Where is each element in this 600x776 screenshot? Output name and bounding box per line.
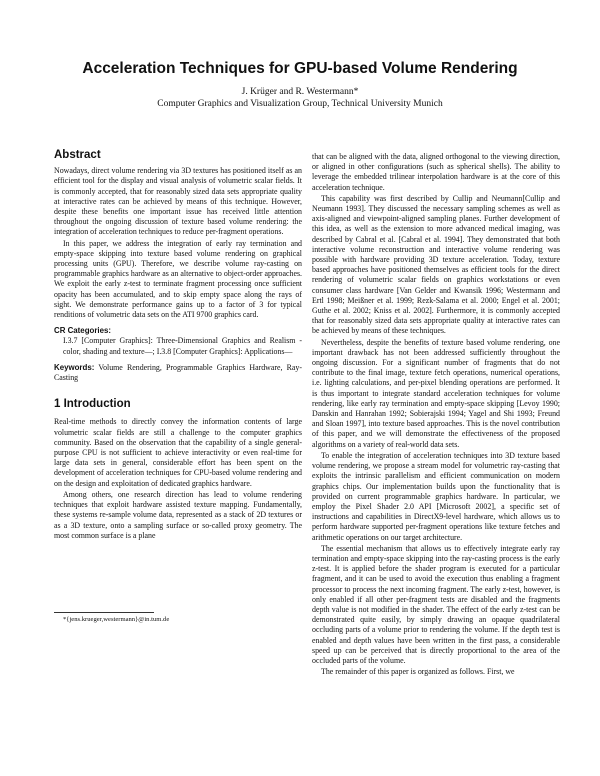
abstract-paragraph-1: Nowadays, direct volume rendering via 3D textures has positioned itself as an efficient tool for the display and visual analysis of volumetric scalar fields. It is commonly accepted, that for reasonably sized data sets appropriate quality at interactive rates can be achieved by means of this technique. However, despite these benefits one important issue has received little attention throughout the ongoing discussion of texture based volume rendering: the integration of acceleration techniques to reduce per-fragment operations.: [54, 166, 302, 237]
right-column: [312, 152, 560, 678]
cr-categories: [54, 326, 302, 357]
intro-paragraph-4: This capability was first described by Cullip and Neumann[Cullip and Neumann 1993]. They discussed the necessary sampling schemes as well as axis-aligned and viewpoint-aligned sampling planes. Further development of this idea, as well as the extension to more advanced medical imaging, was described by Cabral et al. [Cabral et al. 1994]. They demonstrated that both interactive volume reconstruction and interactive volume rendering was possible with hardware providing 3D texture acceleration. Today, texture based approaches have positioned themselves as efficient tools for the direct rendering of volumetric scalar fields on graphics workstations or even consumer class hardware [Van Gelder and Kwansik 1996; Westermann and Ertl 1998; Meißner et al. 1999; Rezk-Salama et al. 2000; Engel et al. 2001; Guthe et al. 2002; Kniss et al. 2002]. Furthermore, it is commonly accepted that for reasonably sized data sets appropriate quality at interactive rates can be achieved by means of these techniques.: [312, 193, 560, 336]
keywords: [54, 363, 302, 383]
keywords-text: Volume Rendering, Programmable Graphics Hardware, Ray-Casting: [54, 362, 302, 383]
intro-paragraph-1: Real-time methods to directly convey the information contents of large volumetric scalar fields are still a challenge to the computer graphics community. Based on the observation that the capability of a single general-purpose CPU is not sufficient to achieve interactivity or even real-time for large data sets in general, considerable effort has been spent on the development of acceleration techniques for CPU-based volume rendering and on the design and exploitation of dedicated graphics hardware.: [54, 417, 302, 488]
keywords-heading: Keywords:: [54, 362, 95, 372]
affiliation: Computer Graphics and Visualization Group, Technical University Munich: [157, 99, 443, 109]
intro-paragraph-2: Among others, one research direction has lead to volume rendering techniques that exploit hardware assisted texture mapping. Fundamentally, these systems re-sample volume data, represented as a stack of 2D textures or as a 3D texture, onto a sampling surface or so-called proxy geometry. The most common surface is a plane: [54, 489, 302, 540]
footnote-email: *{jens.krueger,westermann}@in.tum.de: [63, 616, 170, 623]
intro-paragraph-7: The essential mechanism that allows us to effectively integrate early ray termination and empty-space skipping into the ray-casting process is the early z-test. It is applied before the shader program is executed for a particular fragment, and it can be used to avoid the execution thus enabling a fragment processor to process the next incoming fragment. The early z-test, however, is only enabled if all other per-fragment tests are disabled and the fragments depth value is not modified in the shader. The effect of the early z-test can be demonstrated quite easily, by simply drawing an opaque quadrilateral occluding parts of a volume prior to rendering the volume. If the depth test is enabled and depth values have been written in the first pass, a considerable speed up can be perceived that is directly proportional to the area of the occluded parts of the volume.: [312, 543, 560, 665]
intro-paragraph-8: The remainder of this paper is organized as follows. First, we: [321, 667, 515, 677]
intro-paragraph-6: To enable the integration of acceleration techniques into 3D texture based volume rendering, we propose a stream model for volumetric ray-casting that exploits the intrinsic parallelism and efficient communication on modern graphics chips. Our implementation builds upon the functionality that is provided on current programmable graphics hardware. In particular, we employ the Pixel Shader 2.0 API [Microsoft 2002], a specific set of instructions and capabilities in DirectX9-level hardware, which allows us to perform hardware supported per-fragment operations like texture fetches and arithmetic operations on our target architecture.: [312, 450, 560, 542]
authors: J. Krüger and R. Westermann*: [241, 87, 359, 97]
cr-heading: CR Categories:: [54, 326, 111, 336]
paper-title: Acceleration Techniques for GPU-based Volume Rendering: [82, 60, 518, 77]
cr-text: I.3.7 [Computer Graphics]: Three-Dimensional Graphics and Realism - color, shading and texture—; I.3.8 [Computer Graphics]: Applications—: [63, 336, 302, 356]
intro-paragraph-5: Nevertheless, despite the benefits of texture based volume rendering, one important drawback has not been addressed sufficiently throughout the ongoing discussion. For a significant number of fragments that do not contribute to the final image, texture fetch operations, numerical operations, i.e. lighting calculations, and per-pixel blending operations are performed. It is thus important to integrate standard acceleration techniques for volume rendering, like early ray termination and empty-space skipping [Levoy 1990; Danskin and Hanrahan 1992; Sobierajski 1994; Yagel and Shi 1993; Freund and Sloan 1997], into texture based approaches. This is the novel contribution of this paper, and we will demonstrate the effectiveness of the proposed algorithms on a variety of real-world data sets.: [312, 337, 560, 449]
author-block: [0, 86, 600, 110]
left-column: [54, 150, 302, 542]
intro-paragraph-3: that can be aligned with the data, aligned orthogonal to the viewing direction, or aligned in other configurations (such as spherical shells). The ability to leverage the embedded trilinear interpolation hardware is at the core of this acceleration technique.: [312, 152, 560, 192]
footnote-rule: [54, 612, 154, 613]
abstract-heading: Abstract: [54, 149, 101, 161]
abstract-paragraph-2: In this paper, we address the integration of early ray termination and empty-space skipping into texture based volume rendering on graphical processing units (GPU). Therefore, we describe volume ray-casting on programmable graphics hardware as an alternative to object-order approaches. We exploit the early z-test to terminate fragment processing once sufficient opacity has been accumulated, and to skip empty space along the rays of sight. We demonstrate performance gains up to a factor of 3 for typical renditions of volumetric data sets on the ATI 9700 graphics card.: [54, 238, 302, 320]
footnote: [54, 612, 302, 623]
intro-heading: 1 Introduction: [54, 398, 131, 411]
